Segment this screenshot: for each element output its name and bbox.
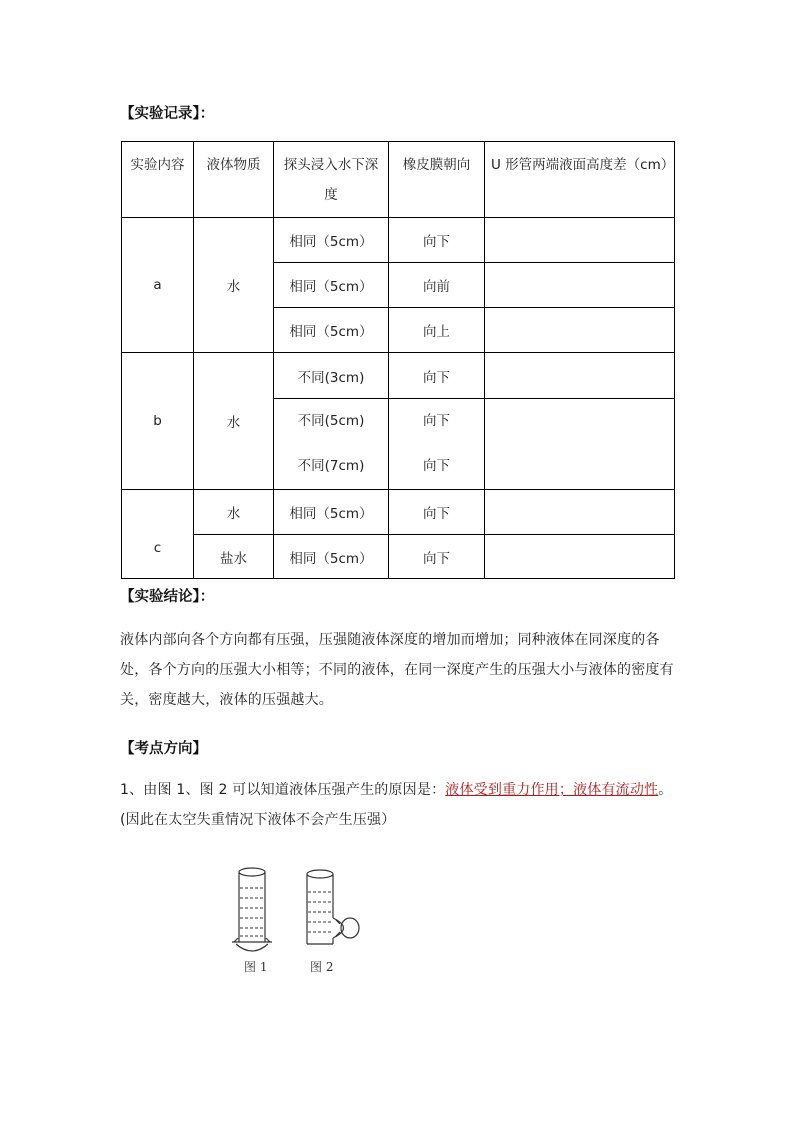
- table-row: [122, 490, 675, 535]
- header-cell: 液体物质: [194, 142, 274, 218]
- depth-cell: 不同(3cm): [274, 353, 389, 399]
- direction-value: 向下: [423, 458, 450, 474]
- exam-heading: 【考点方向】: [120, 741, 207, 757]
- height-diff-cell: [485, 263, 675, 308]
- figure-2-caption: 图 2: [310, 960, 334, 974]
- header-cell: 实验内容: [122, 142, 194, 218]
- direction-value: 向下: [423, 413, 450, 429]
- height-diff-cell: [485, 308, 675, 353]
- conclusion-heading: 【实验结论】：: [120, 589, 215, 605]
- depth-value: 不同(5cm): [297, 413, 365, 429]
- experiment-record-table: [121, 141, 675, 579]
- table-row: [122, 535, 675, 579]
- group-label: c: [122, 490, 194, 579]
- direction-cell: 向上: [389, 308, 485, 353]
- liquid-cell: 盐水: [194, 535, 274, 579]
- height-diff-cell: [485, 399, 675, 490]
- direction-cell: 向下: [389, 218, 485, 263]
- depth-cell: 相同（5cm）: [274, 263, 389, 308]
- table-row: [122, 218, 675, 263]
- direction-cell: 向下: [389, 535, 485, 579]
- liquid-cell: 水: [194, 218, 274, 353]
- depth-value: 不同(7cm): [297, 458, 365, 474]
- record-heading: 【实验记录】：: [120, 106, 215, 122]
- depth-cell: 相同（5cm）: [274, 490, 389, 535]
- answer-text: 液体受到重力作用；液体有流动性: [445, 782, 659, 798]
- liquid-cell: 水: [194, 490, 274, 535]
- height-diff-cell: [485, 535, 675, 579]
- liquid-cell: 水: [194, 353, 274, 490]
- group-label: a: [122, 218, 194, 353]
- direction-cell: [389, 399, 485, 490]
- pressure-figures: [224, 858, 374, 978]
- depth-cell: 相同（5cm）: [274, 218, 389, 263]
- table-row: [122, 353, 675, 399]
- figure-2-tube: [307, 870, 359, 944]
- depth-cell: 相同（5cm）: [274, 308, 389, 353]
- direction-cell: 向下: [389, 353, 485, 399]
- height-diff-cell: [485, 218, 675, 263]
- figure-illustration: [224, 858, 374, 978]
- header-cell: 橡皮膜朝向: [389, 142, 485, 218]
- height-diff-cell: [485, 490, 675, 535]
- depth-cell: [274, 399, 389, 490]
- depth-cell: 相同（5cm）: [274, 535, 389, 579]
- height-diff-cell: [485, 353, 675, 399]
- figure-1-tube: [232, 868, 272, 951]
- header-cell: U 形管两端液面高度差（cm）: [485, 142, 675, 218]
- figure-1-caption: 图 1: [244, 960, 268, 974]
- direction-cell: 向前: [389, 263, 485, 308]
- table-header-row: [122, 142, 675, 218]
- direction-cell: 向下: [389, 490, 485, 535]
- conclusion-paragraph: 液体内部向各个方向都有压强，压强随液体深度的增加而增加；同种液体在同深度的各处，各个方向的压强大小相等；不同的液体，在同一深度产生的压强大小与液体的密度有关，密度越大，液体的压强越大。: [120, 632, 674, 708]
- header-cell: 探头浸入水下深度: [274, 142, 389, 218]
- group-label: b: [122, 353, 194, 490]
- question-prefix: 1、由图 1、图 2 可以知道液体压强产生的原因是：: [120, 782, 446, 798]
- question-suffix: 。(因此在太空失重情况下液体不会产生压强）: [120, 782, 673, 828]
- exam-question-1: [120, 775, 680, 835]
